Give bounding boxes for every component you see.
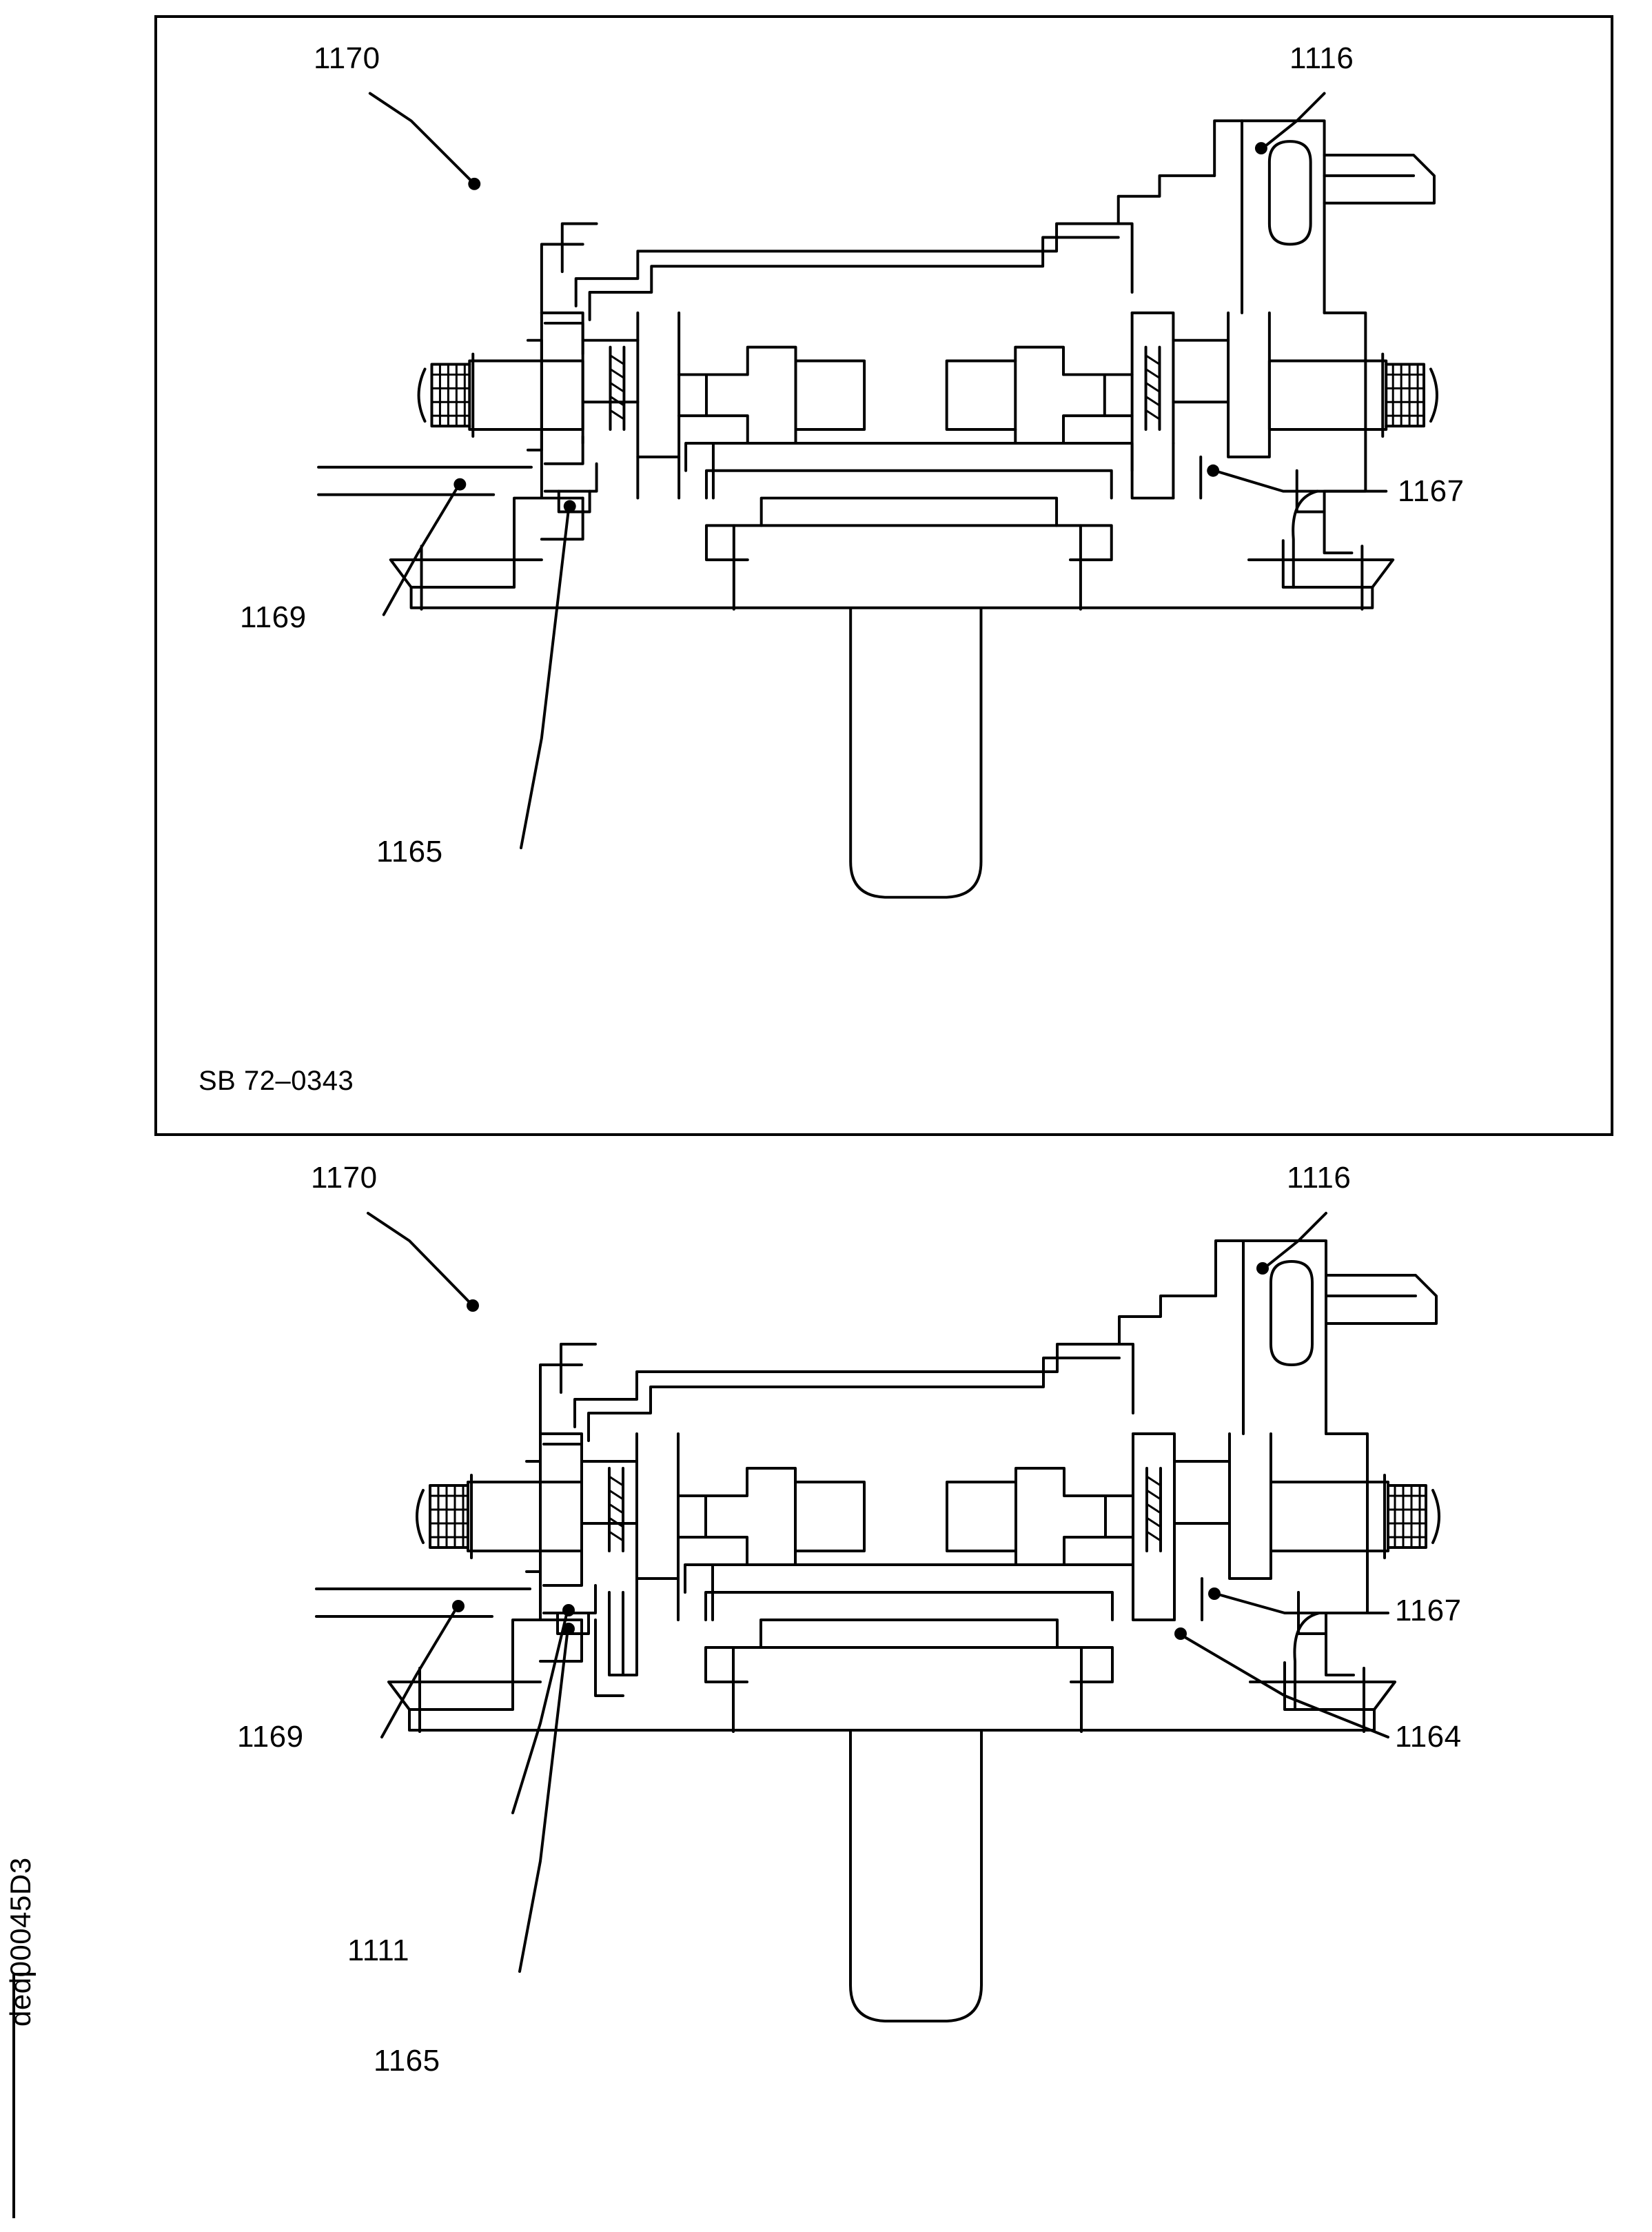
callout-1170-top: 1170	[314, 41, 380, 75]
figure-top-caption: SB 72–0343	[198, 1066, 354, 1096]
callout-1170-bottom: 1170	[311, 1161, 378, 1195]
leader-dots-bottom	[452, 1262, 1269, 1640]
sheet-code: ded00045D3	[4, 1857, 37, 2027]
callout-1116-top: 1116	[1289, 41, 1354, 75]
figure-bottom-panel	[154, 1161, 1613, 2164]
callout-1165-top: 1165	[376, 835, 443, 869]
callout-1167-bottom: 1167	[1395, 1594, 1462, 1627]
callout-1169-top: 1169	[240, 600, 307, 634]
figure-top-panel	[154, 15, 1613, 1136]
figure-bottom-drawing	[154, 1172, 1613, 2164]
callout-1165-bottom: 1165	[374, 2044, 440, 2078]
callout-1167-top: 1167	[1398, 474, 1465, 508]
figure-top-drawing	[157, 18, 1611, 1133]
callout-1116-bottom: 1116	[1287, 1161, 1352, 1195]
callout-1169-bottom: 1169	[237, 1720, 304, 1754]
callout-1164-bottom: 1164	[1395, 1720, 1462, 1754]
callout-1111-bottom: 1111	[347, 1934, 410, 1967]
